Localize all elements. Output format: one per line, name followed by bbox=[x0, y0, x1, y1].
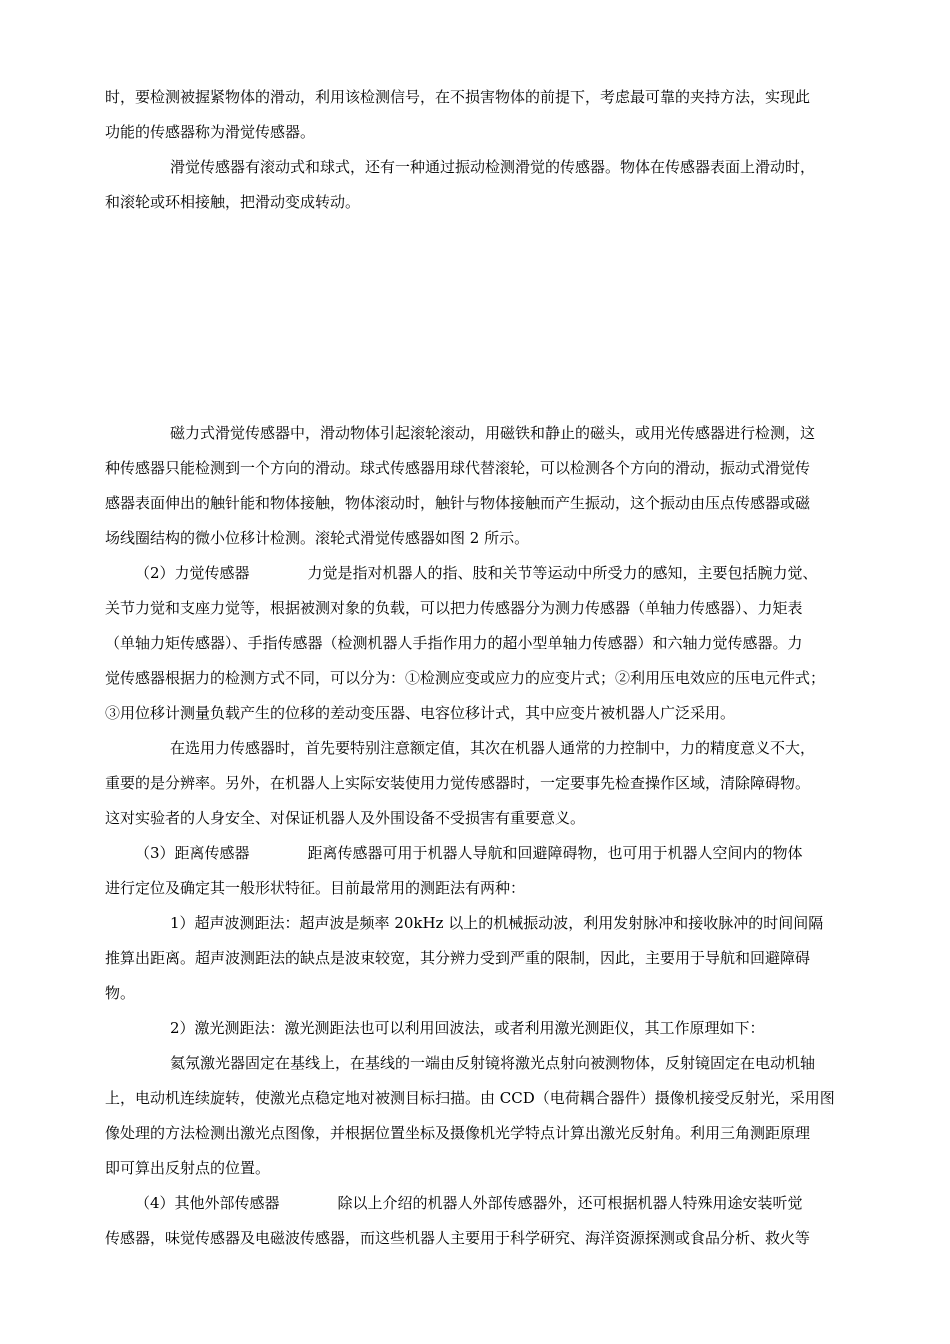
text-line: （单轴力矩传感器）、手指传感器（检测机器人手指作用力的超小型单轴力传感器）和六轴力觉传感器。力 bbox=[105, 634, 803, 652]
text-line: 像处理的方法检测出激光点图像，并根据位置坐标及摄像机光学特点计算出激光反射角。利用三角测距原理 bbox=[105, 1124, 811, 1142]
section-heading: （4）其他外部传感器 bbox=[135, 1194, 280, 1212]
text-line: 物。 bbox=[105, 984, 136, 1002]
text-line: 功能的传感器称为滑觉传感器。 bbox=[105, 123, 316, 141]
text-line: 时，要检测被握紧物体的滑动，利用该检测信号，在不损害物体的前提下，考虑最可靠的夹持方法，实现此 bbox=[105, 88, 811, 106]
text-line: 即可算出反射点的位置。 bbox=[105, 1159, 271, 1177]
text-line: 2）激光测距法：激光测距法也可以利用回波法，或者利用激光测距仪，其工作原理如下： bbox=[170, 1019, 765, 1037]
text-line bbox=[135, 843, 803, 863]
section-text: 除以上介绍的机器人外部传感器外，还可根据机器人特殊用途安装听觉 bbox=[337, 1194, 803, 1212]
text-line: 在选用力传感器时，首先要特别注意额定值，其次在机器人通常的力控制中，力的精度意义不大， bbox=[170, 739, 816, 757]
text-line: 重要的是分辨率。另外，在机器人上实际安装使用力觉传感器时，一定要事先检查操作区域，清除障碍物。 bbox=[105, 774, 811, 792]
section-text: 距离传感器可用于机器人导航和回避障碍物，也可用于机器人空间内的物体 bbox=[307, 844, 803, 862]
text-line: 关节力觉和支座力觉等，根据被测对象的负载，可以把力传感器分为测力传感器（单轴力传感器）、力矩表 bbox=[105, 599, 803, 617]
text-line: 这对实验者的人身安全、对保证机器人及外围设备不受损害有重要意义。 bbox=[105, 809, 586, 827]
text-line: 氦氖激光器固定在基线上，在基线的一端由反射镜将激光点射向被测物体，反射镜固定在电动机轴 bbox=[170, 1054, 816, 1072]
text-line: 1）超声波测距法：超声波是频率 20kHz 以上的机械振动波，利用发射脉冲和接收脉冲的时间间隔 bbox=[170, 914, 824, 932]
text-line: 磁力式滑觉传感器中，滑动物体引起滚轮滚动，用磁铁和静止的磁头，或用光传感器进行检测，这 bbox=[170, 424, 816, 442]
text-line bbox=[135, 1193, 803, 1213]
text-line: 滑觉传感器有滚动式和球式，还有一种通过振动检测滑觉的传感器。物体在传感器表面上滑动时， bbox=[170, 158, 816, 176]
text-line: 和滚轮或环相接触，把滑动变成转动。 bbox=[105, 193, 361, 211]
text-line: 上，电动机连续旋转，使激光点稳定地对被测目标扫描。由 CCD（电荷耦合器件）摄像机接受反射光，采用图 bbox=[105, 1089, 835, 1107]
section-text: 力觉是指对机器人的指、肢和关节等运动中所受力的感知，主要包括腕力觉、 bbox=[307, 564, 818, 582]
text-line: 进行定位及确定其一般形状特征。目前最常用的测距法有两种： bbox=[105, 879, 526, 897]
text-line bbox=[135, 563, 818, 583]
section-heading: （3）距离传感器 bbox=[135, 844, 250, 862]
text-line: 推算出距离。超声波测距法的缺点是波束较宽，其分辨力受到严重的限制，因此，主要用于导航和回避障碍 bbox=[105, 949, 811, 967]
text-line: 觉传感器根据力的检测方式不同，可以分为：①检测应变或应力的应变片式；②利用压电效应的压电元件式； bbox=[105, 669, 826, 687]
text-line: 传感器，味觉传感器及电磁波传感器，而这些机器人主要用于科学研究、海洋资源探测或食品分析、救火等 bbox=[105, 1229, 811, 1247]
section-heading: （2）力觉传感器 bbox=[135, 564, 250, 582]
text-line: 种传感器只能检测到一个方向的滑动。球式传感器用球代替滚轮，可以检测各个方向的滑动，振动式滑觉传 bbox=[105, 459, 811, 477]
text-line: 场线圈结构的微小位移计检测。滚轮式滑觉传感器如图 2 所示。 bbox=[105, 529, 530, 547]
text-line: 感器表面伸出的触针能和物体接触，物体滚动时，触针与物体接触而产生振动，这个振动由压点传感器或磁 bbox=[105, 494, 811, 512]
text-line: ③用位移计测量负载产生的位移的差动变压器、电容位移计式，其中应变片被机器人广泛采用。 bbox=[105, 704, 736, 722]
